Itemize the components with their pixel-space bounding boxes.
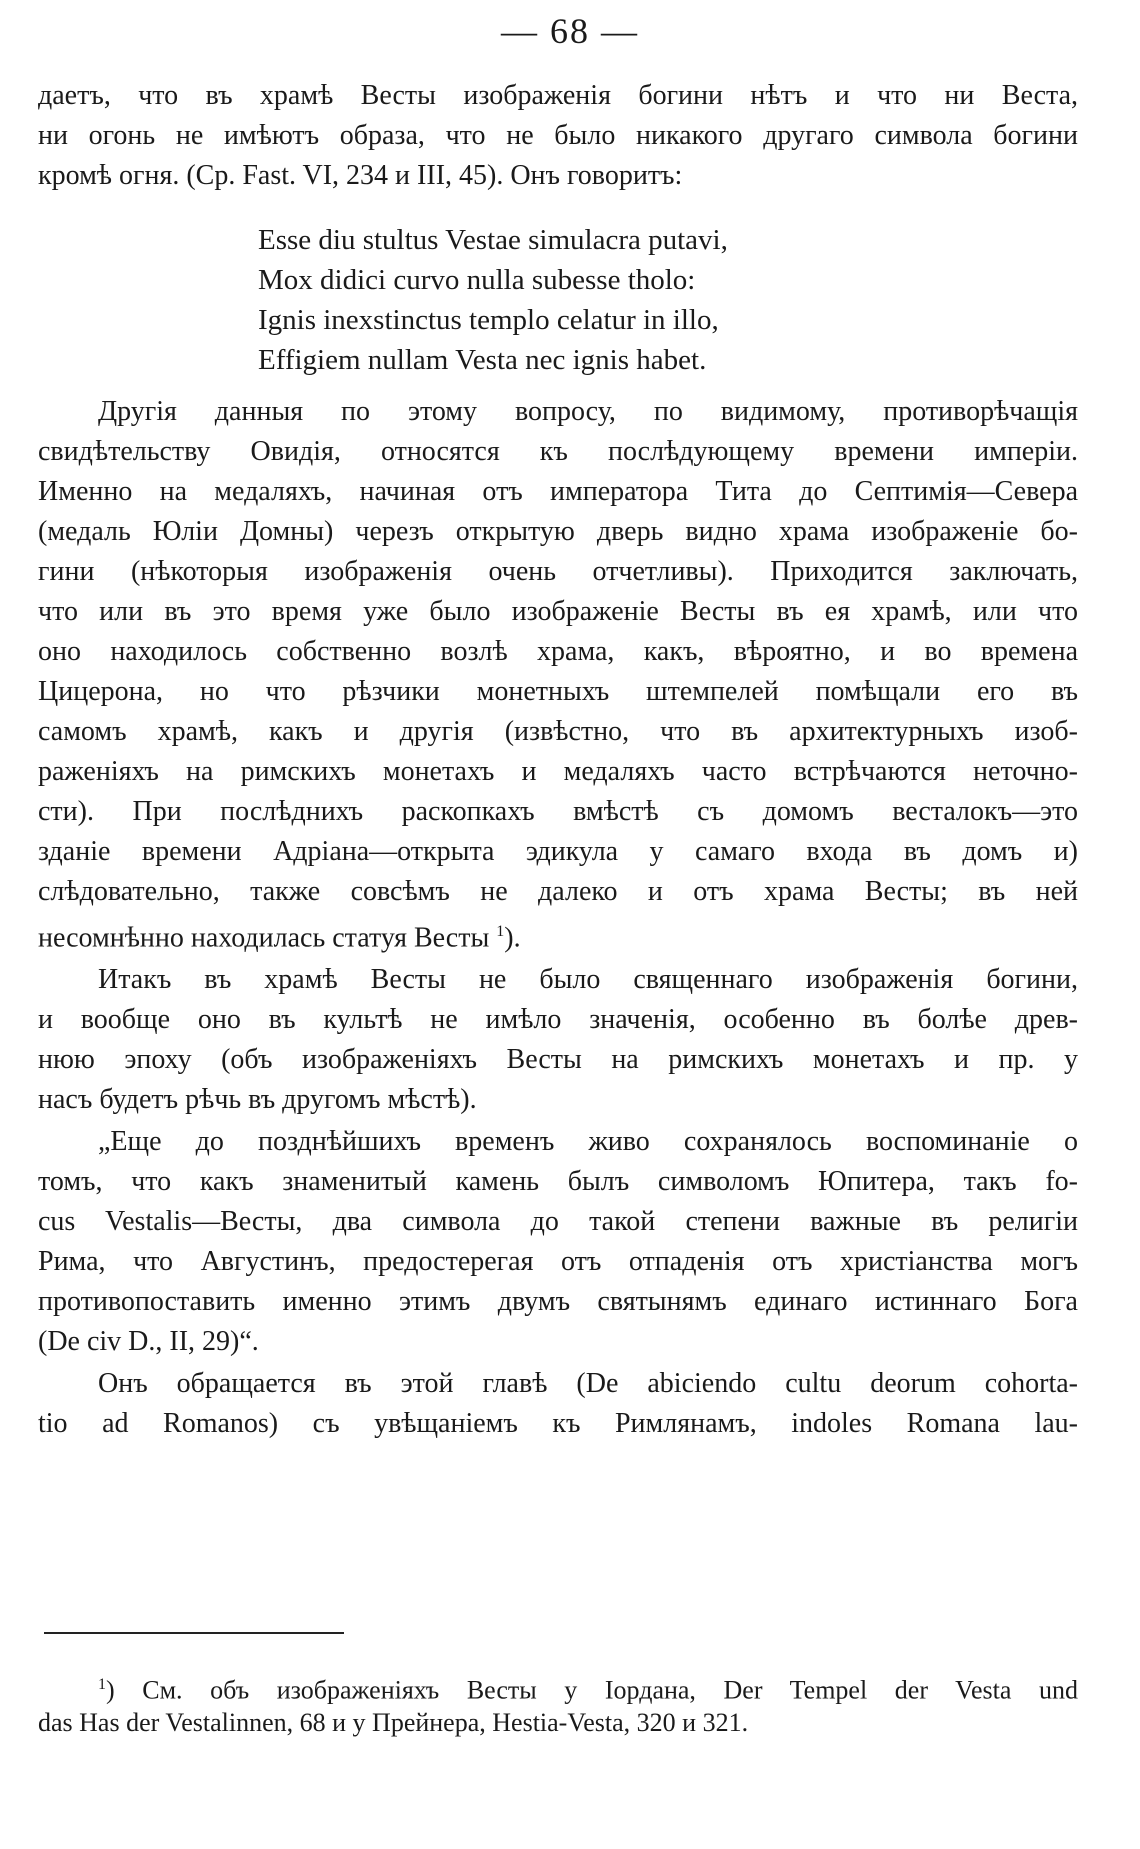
text-line: (De civ D., II, 29)“. — [38, 1326, 259, 1357]
text-line: tio ad Romanos) съ увѣщаніемъ къ Римлянамъ, indoles Romana lau- — [38, 1408, 1078, 1439]
text-line: слѣдовательно, также совсѣмъ не далеко и отъ храма Весты; въ ней — [38, 876, 1078, 907]
text-line: самомъ храмѣ, какъ и другія (извѣстно, что въ архитектурныхъ изоб- — [38, 716, 1078, 747]
footnote-line: das Has der Vestalinnen, 68 и у Прейнера, Hestia-Vesta, 320 и 321. — [38, 1708, 749, 1737]
text-line: что или въ это время уже было изображеніе Весты въ ея храмѣ, или что — [38, 596, 1078, 627]
text-line: раженіяхъ на римскихъ монетахъ и медаляхъ часто встрѣчаются неточно- — [38, 756, 1078, 787]
text-line: кромѣ огня. (Ср. Fast. VI, 234 и III, 45). Онъ говоритъ: — [38, 160, 683, 191]
text-line: сти). При послѣднихъ раскопкахъ вмѣстѣ съ домомъ весталокъ—это — [38, 796, 1078, 827]
text-line: и вообще оно въ культѣ не имѣло значенія, особенно въ болѣе древ- — [38, 1004, 1078, 1035]
text-line: нюю эпоху (объ изображеніяхъ Весты на римскихъ монетахъ и пр. у — [38, 1044, 1078, 1075]
text-line: даетъ, что въ храмѣ Весты изображенія богини нѣтъ и что ни Веста, — [38, 80, 1078, 111]
text-line: „Еще до позднѣйшихъ временъ живо сохранялось воспоминаніе о — [98, 1126, 1078, 1157]
verse-line: Effigiem nullam Vesta nec ignis habet. — [258, 344, 707, 376]
text-line: гини (нѣкоторыя изображенія очень отчетливы). Приходится заключать, — [38, 556, 1078, 587]
text-line: cus Vestalis—Весты, два символа до такой степени важные въ религіи — [38, 1206, 1078, 1237]
text-line: Онъ обращается въ этой главѣ (De abiciendo cultu deorum cohorta- — [98, 1368, 1078, 1399]
page-number: — 68 — — [501, 11, 639, 51]
text-line: Другія данныя по этому вопросу, по видимому, противорѣчащія — [98, 396, 1078, 427]
text-line-with-footnote-ref — [38, 914, 1078, 956]
text-line: зданіе времени Адріана—открыта эдикула у самаго входа въ домъ и) — [38, 836, 1078, 867]
footnote-marker: 1 — [98, 1676, 106, 1693]
text-line: ни огонь не имѣютъ образа, что не было никакого другаго символа богини — [38, 120, 1078, 151]
text-line: Цицерона, но что рѣзчики монетныхъ штемпелей помѣщали его въ — [38, 676, 1078, 707]
text-line: насъ будетъ рѣчь въ другомъ мѣстѣ). — [38, 1084, 477, 1115]
text-line: Именно на медаляхъ, начиная отъ императора Тита до Септимія—Севера — [38, 476, 1078, 507]
verse-line: Mox didici curvo nulla subesse tholo: — [258, 264, 696, 296]
text-line: Рима, что Августинъ, предостерегая отъ отпаденія отъ христіанства могъ — [38, 1246, 1078, 1277]
text-line: (медаль Юліи Домны) черезъ открытую дверь видно храма изображеніе бо- — [38, 516, 1078, 547]
text-fragment: несомнѣнно находилась статуя Весты — [38, 922, 490, 954]
footnote-line — [98, 1668, 1078, 1708]
text-line: свидѣтельству Овидія, относятся къ послѣдующему времени имперіи. — [38, 436, 1078, 467]
text-fragment: ) См. объ изображеніяхъ Весты у Іордана, Der Tempel der Vesta und — [106, 1675, 1078, 1705]
text-line: оно находилось собственно возлѣ храма, какъ, вѣроятно, и во времена — [38, 636, 1078, 667]
text-line: томъ, что какъ знаменитый камень былъ символомъ Юпитера, такъ fo- — [38, 1166, 1078, 1197]
text-fragment: ). — [504, 922, 521, 954]
verse-line: Esse diu stultus Vestae simulacra putavi, — [258, 224, 728, 256]
text-line: противопоставить именно этимъ двумъ святынямъ единаго истиннаго Бога — [38, 1286, 1078, 1317]
footnote-divider — [44, 1632, 344, 1634]
footnote-ref[interactable]: 1 — [496, 923, 505, 940]
text-line: Итакъ въ храмѣ Весты не было священнаго изображенія богини, — [98, 964, 1078, 995]
verse-line: Ignis inexstinctus templo celatur in illo, — [258, 304, 719, 336]
